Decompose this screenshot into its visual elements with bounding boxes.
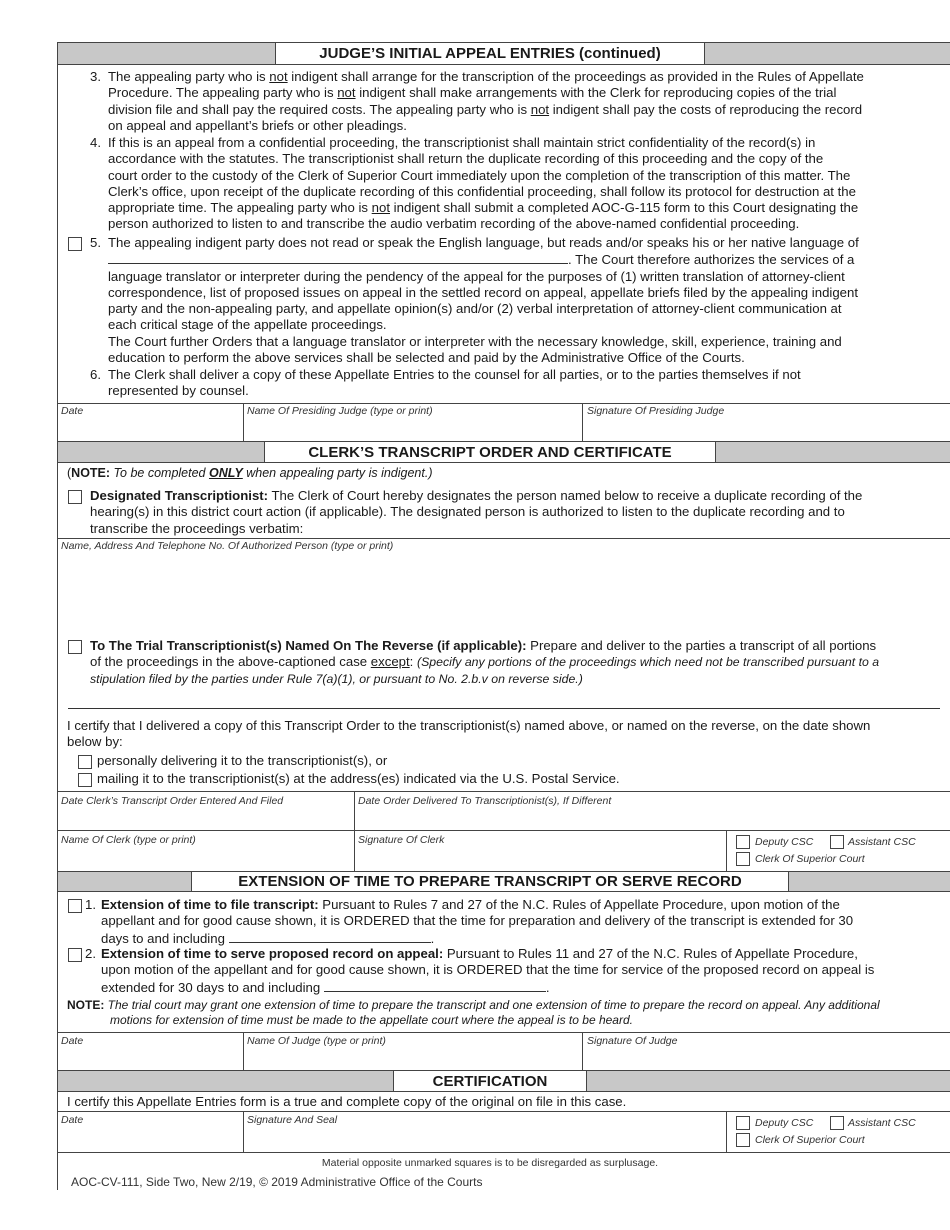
extension-2-line2: upon motion of the appellant and for good cause shown, it is ORDERED that the time for service of the proposed record on appeal is (101, 962, 875, 978)
divider (582, 403, 583, 441)
item-3-number: 3. (90, 69, 101, 84)
extension-note (67, 998, 947, 1028)
certification-title: CERTIFICATION (393, 1071, 587, 1091)
designated-line1: The Clerk of Court hereby designates the person named below to receive a duplicate recording of the (268, 488, 863, 503)
item-5-line1: The appealing indigent party does not read or speak the English language, but reads and/or speaks his or her native language of (108, 235, 859, 250)
note-text-b: when appealing party is indigent.) (242, 466, 433, 480)
divider (243, 1032, 244, 1070)
item-5-line8: education to perform the above services shall be selected and paid by the Administrative Office of the Courts. (108, 350, 745, 366)
clerk-signature-label: Signature Of Clerk (358, 834, 445, 846)
item-5-line4: correspondence, list of proposed issues on appeal in the settled record on appeal, appellate briefs filed by the appealing indigent (108, 284, 858, 300)
item-3-not: not (269, 69, 288, 84)
extension-note-line1: The trial court may grant one extension of time to prepare the transcript and one extension of time to prepare the record on appeal. Any additional (104, 998, 880, 1012)
extension-2-line3: extended for 30 days to and including (101, 979, 321, 995)
date-entered-label: Date Clerk’s Transcript Order Entered And Filed (61, 795, 284, 807)
clerk-transcript-title: CLERK’S TRANSCRIPT ORDER AND CERTIFICATE (264, 442, 716, 462)
date-entered-field[interactable] (59, 810, 353, 829)
date-delivered-label: Date Order Delivered To Transcriptionist(s), If Different (358, 795, 612, 807)
period: . (430, 930, 435, 946)
presiding-judge-signature-field[interactable] (584, 420, 950, 440)
item-3-not-3: not (530, 101, 550, 117)
divider (582, 1032, 583, 1070)
clerk-superior-court-label: Clerk Of Superior Court (755, 853, 865, 865)
item-3-line3-a: division file and shall pay the required costs. The appealing party who is (108, 101, 531, 117)
divider (58, 1032, 950, 1033)
item-4-line6: person authorized to listen to and transcribe the audio verbatim recording of the above-named confidential proceeding. (108, 216, 800, 232)
item-3-not-2: not (337, 85, 356, 101)
personally-delivering-label: personally delivering it to the transcriptionist(s), or (97, 753, 388, 768)
item-4-not: not (371, 200, 391, 216)
deputy-csc-label: Deputy CSC (755, 836, 814, 848)
surplusage-note: Material opposite unmarked squares is to be disregarded as surplusage. (321, 1157, 659, 1169)
item-5-number: 5. (90, 235, 101, 250)
item-5-line5: party and the non-appealing party, and appellate opinion(s) and/or (2) verbal interpretation of attorney-client communication at (108, 301, 842, 317)
extension-date-label: Date (61, 1035, 84, 1047)
trial-line2-c: (Specify any portions of the proceedings which need not be transcribed pursuant to a (416, 655, 880, 670)
assistant-csc-checkbox[interactable] (830, 835, 844, 849)
clerk-note (67, 465, 433, 481)
signature-and-seal-field[interactable] (245, 1129, 725, 1150)
divider (726, 830, 727, 871)
trial-transcriptionist-text (90, 638, 950, 687)
extension-record-checkbox[interactable] (68, 948, 82, 962)
item-5-line6: each critical stage of the appellate proceedings. (108, 317, 387, 333)
extension-title: EXTENSION OF TIME TO PREPARE TRANSCRIPT OR SERVE RECORD (191, 872, 789, 891)
item-6-number: 6. (90, 367, 101, 382)
item-6-line2: represented by counsel. (108, 383, 249, 399)
extension-2-line1: Pursuant to Rules 11 and 27 of the N.C. Rules of Appellate Procedure, (443, 946, 858, 961)
trial-label: To The Trial Transcriptionist(s) Named On The Reverse (if applicable): (90, 638, 527, 653)
clerk-superior-court-checkbox[interactable] (736, 852, 750, 866)
designated-transcriptionist-text (90, 488, 950, 537)
trial-line2-a: of the proceedings in the above-captioned case (90, 654, 371, 670)
extension-judge-name-field[interactable] (245, 1049, 581, 1069)
designated-line3: transcribe the proceedings verbatim: (90, 520, 304, 536)
personally-delivering-checkbox[interactable] (78, 755, 92, 769)
trial-line3: stipulation filed by the parties under Rule 7(a)(1), or pursuant to No. 2.b.v on reverse side.) (90, 671, 583, 686)
presiding-judge-signature-label: Signature Of Presiding Judge (587, 405, 725, 417)
judge-date-label: Date (61, 405, 84, 417)
cert-clerk-superior-court-label: Clerk Of Superior Court (755, 1134, 865, 1146)
extension-2-label: Extension of time to serve proposed record on appeal: (101, 946, 444, 961)
authorized-person-field[interactable] (59, 554, 950, 634)
divider (243, 1111, 244, 1152)
judge-date-field[interactable] (59, 420, 242, 440)
extension-1-number: 1. (85, 897, 96, 912)
record-extension-date-field[interactable] (324, 979, 546, 992)
clerk-signature-field[interactable] (356, 848, 725, 869)
judge-entries-title: JUDGE’S INITIAL APPEAL ENTRIES (continued) (275, 43, 705, 64)
extension-1-line1: Pursuant to Rules 7 and 27 of the N.C. Rules of Appellate Procedure, upon motion of the (318, 897, 840, 912)
item-4-line2: accordance with the statutes. The transcriptionist shall return the duplicate recording of this proceeding and the copy of the (108, 151, 824, 167)
presiding-judge-name-label: Name Of Presiding Judge (type or print) (247, 405, 433, 417)
mailing-checkbox[interactable] (78, 773, 92, 787)
item-4-line5-a: appropriate time. The appealing party who is (108, 200, 372, 216)
note-text-a: To be completed (110, 466, 209, 480)
certify-line2: below by: (67, 734, 123, 750)
item-4-number: 4. (90, 135, 101, 150)
clerk-name-field[interactable] (59, 848, 353, 869)
designated-label: Designated Transcriptionist: (90, 488, 269, 503)
item-6-line1: The Clerk shall deliver a copy of these Appellate Entries to the counsel for all parties, or to the parties themselves if not (108, 367, 801, 382)
period: . (545, 979, 550, 995)
certification-header (58, 1070, 950, 1092)
extension-note-label: NOTE: (67, 998, 105, 1012)
presiding-judge-name-field[interactable] (245, 420, 581, 440)
cert-clerk-superior-court-checkbox[interactable] (736, 1133, 750, 1147)
signature-and-seal-label: Signature And Seal (247, 1114, 338, 1126)
extension-header (58, 871, 950, 892)
form-id: AOC-CV-111, Side Two, New 2/19, © 2019 Administrative Office of the Courts (71, 1175, 483, 1189)
clerk-transcript-header (58, 441, 950, 463)
item-5-line7: The Court further Orders that a language translator or interpreter with the necessary knowledge, skill, experience, training and (108, 333, 842, 349)
divider (58, 1152, 950, 1153)
appellate-entries-form (57, 42, 950, 1190)
divider (58, 403, 950, 404)
cert-assistant-csc-checkbox[interactable] (830, 1116, 844, 1130)
extension-date-field[interactable] (59, 1049, 242, 1069)
assistant-csc-label: Assistant CSC (848, 836, 916, 848)
deputy-csc-checkbox[interactable] (736, 835, 750, 849)
item-3-line2-b: indigent shall make arrangements with the Clerk for reproducing copies of the trial (355, 85, 837, 101)
exceptions-field[interactable] (68, 692, 940, 709)
extension-judge-name-label: Name Of Judge (type or print) (247, 1035, 386, 1047)
item-4-line1: If this is an appeal from a confidential proceeding, the transcriptionist shall maintain strict confidentiality of the record(s) in (108, 135, 816, 150)
cert-deputy-csc-checkbox[interactable] (736, 1116, 750, 1130)
certification-date-label: Date (61, 1114, 84, 1126)
item-3-line2-a: Procedure. The appealing party who is (108, 85, 338, 101)
designated-transcriptionist-checkbox[interactable] (68, 490, 82, 504)
item-4-line5-b: indigent shall submit a completed AOC-G-115 form to this Court designating the (390, 200, 859, 216)
item-5-line3: language translator or interpreter during the pendency of the appeal for the purposes of (1) written translation of attorney-client (108, 268, 845, 284)
transcript-extension-date-field[interactable] (229, 930, 431, 943)
item-5-line2: . The Court therefore authorizes the services of a (568, 252, 855, 268)
cert-deputy-csc-label: Deputy CSC (755, 1117, 814, 1129)
certify-delivery-text (67, 718, 947, 751)
extension-judge-signature-label: Signature Of Judge (587, 1035, 678, 1047)
item-3-line4: on appeal and appellant’s briefs or other pleadings. (108, 117, 407, 133)
extension-1-line2: appellant and for good cause shown, it is ORDERED that the time for preparation and delivery of the transcript is extended for 30 (101, 913, 854, 929)
certification-text: I certify this Appellate Entries form is a true and complete copy of the original on file in this case. (67, 1094, 627, 1109)
certify-line1: I certify that I delivered a copy of this Transcript Order to the transcriptionist(s) named above, or named on the reverse, on the date shown (67, 718, 871, 733)
extension-judge-signature-field[interactable] (584, 1049, 950, 1069)
divider (58, 538, 950, 539)
divider (243, 403, 244, 441)
authorized-person-label: Name, Address And Telephone No. Of Authorized Person (type or print) (61, 540, 394, 552)
trial-line2-b: : (409, 654, 417, 670)
note-label: NOTE: (71, 466, 111, 480)
trial-line1: Prepare and deliver to the parties a transcript of all portions (526, 638, 877, 653)
divider (354, 791, 355, 871)
item-4-line3: court order to the custody of the Clerk of Superior Court immediately upon the completion of the transcription of this matter. The (108, 167, 851, 183)
clerk-name-label: Name Of Clerk (type or print) (61, 834, 196, 846)
item-5-checkbox[interactable] (68, 237, 82, 251)
trial-except: except (370, 654, 410, 670)
note-only: ONLY (208, 466, 243, 480)
judge-entries-header (58, 42, 950, 65)
divider (58, 1111, 950, 1112)
extension-1-label: Extension of time to file transcript: (101, 897, 319, 912)
extension-note-line2: motions for extension of time must be made to the appellate court where the appeal is to be heard. (110, 1013, 633, 1027)
item-3-line1-a: The appealing party who is (108, 69, 270, 84)
extension-2-number: 2. (85, 946, 96, 961)
note-paren: ( (67, 466, 72, 480)
item-3-line3-b: indigent shall pay the costs of reproducing the record (549, 101, 863, 117)
item-3-line1-b: indigent shall arrange for the transcription of the proceedings as provided in the Rules of Appellate (287, 69, 864, 84)
certification-date-field[interactable] (59, 1129, 242, 1150)
mailing-label: mailing it to the transcriptionist(s) at the address(es) indicated via the U.S. Postal Service. (97, 771, 620, 786)
divider (726, 1111, 727, 1152)
designated-line2: hearing(s) in this district court action (if applicable). The designated person is authorized to listen to the duplicate recording and to (90, 504, 845, 520)
trial-transcriptionist-checkbox[interactable] (68, 640, 82, 654)
date-delivered-field[interactable] (356, 810, 950, 829)
extension-1-line3: days to and including (101, 930, 225, 946)
divider (58, 830, 950, 831)
native-language-field[interactable] (108, 251, 568, 264)
divider (58, 791, 950, 792)
extension-transcript-checkbox[interactable] (68, 899, 82, 913)
cert-assistant-csc-label: Assistant CSC (848, 1117, 916, 1129)
item-4-line4: Clerk’s office, upon receipt of the duplicate recording of this confidential proceeding, shall follow its protocol for destruction at the (108, 183, 856, 199)
